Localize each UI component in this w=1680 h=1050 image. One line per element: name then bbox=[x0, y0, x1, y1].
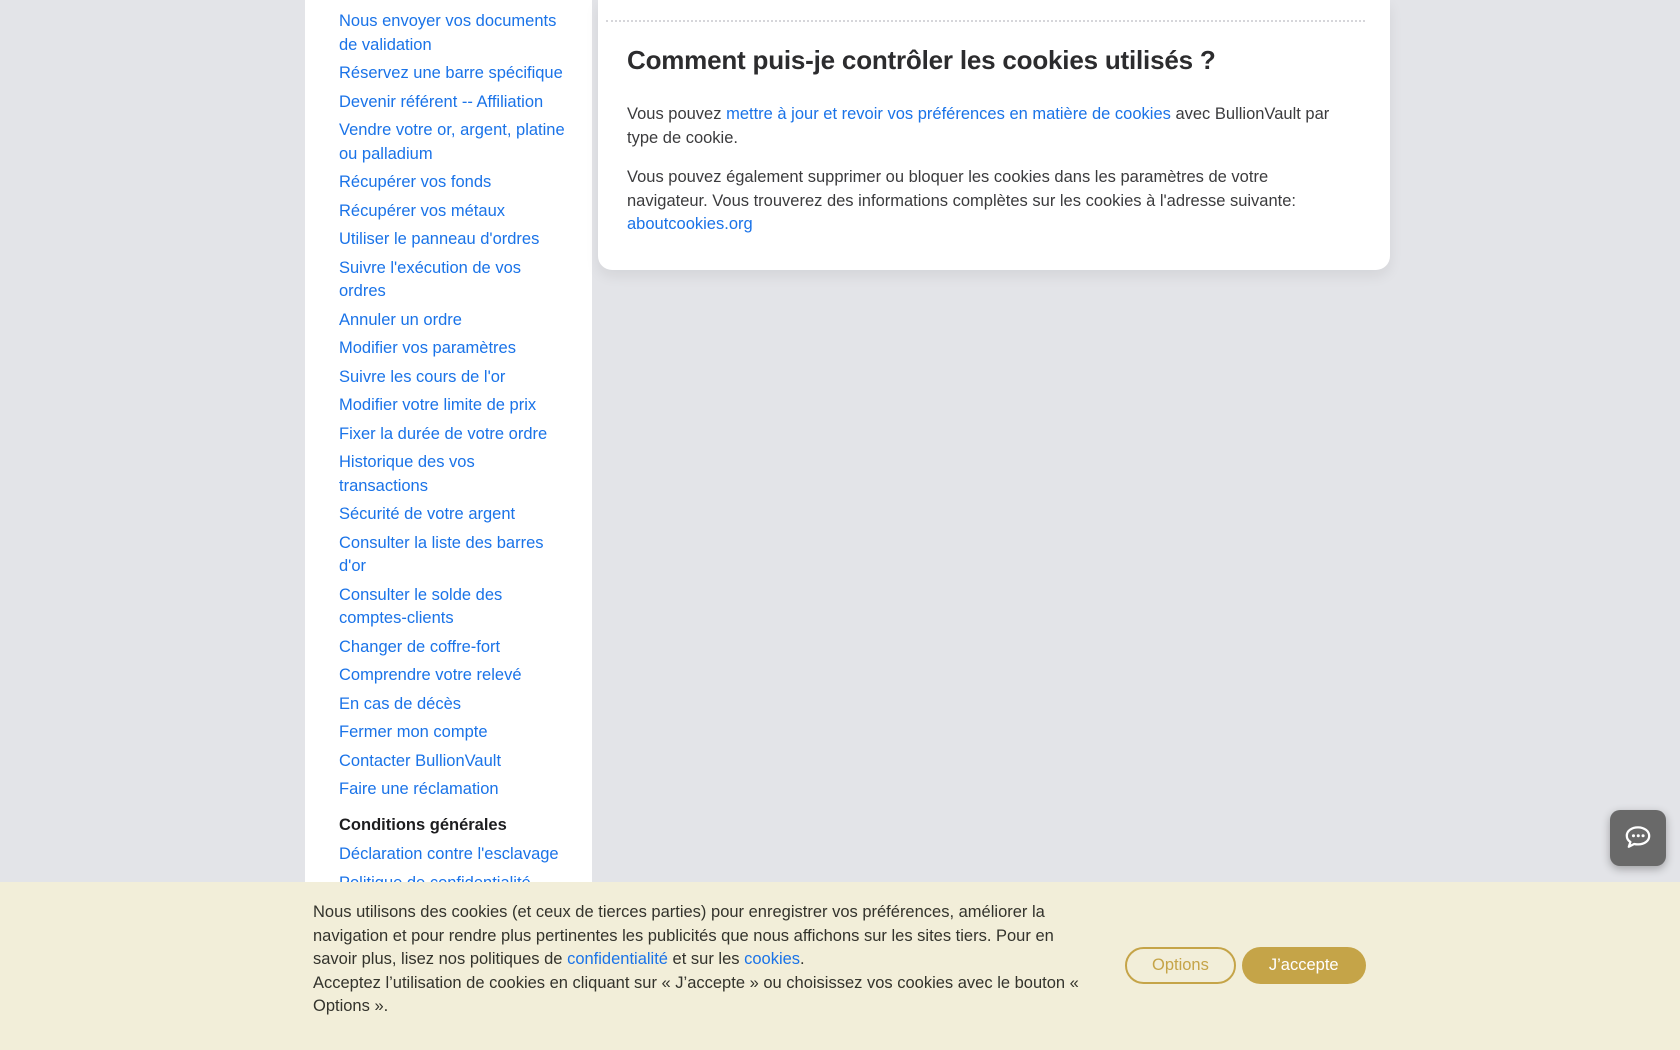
banner-line: Options ». bbox=[313, 997, 389, 1015]
sidebar-link[interactable]: Changer de coffre-fort bbox=[339, 637, 501, 656]
sidebar-link[interactable]: Annuler un ordre bbox=[339, 310, 462, 329]
banner-line3-suffix: . bbox=[800, 950, 805, 968]
cookie-banner-buttons bbox=[1125, 947, 1366, 984]
sidebar-link[interactable]: Utiliser le panneau d'ordres bbox=[339, 230, 540, 248]
cookie-banner-text bbox=[313, 901, 1079, 1019]
aboutcookies-link[interactable]: aboutcookies.org bbox=[627, 215, 753, 233]
banner-line3-mid: et sur les bbox=[667, 950, 745, 968]
sidebar-link[interactable]: Suivre l'exécution de vos ordres bbox=[339, 258, 521, 300]
sidebar-link[interactable]: Fermer mon compte bbox=[339, 723, 488, 741]
sidebar-link[interactable]: Vendre votre or, argent, platine ou palladium bbox=[339, 121, 565, 163]
sidebar-link[interactable]: Fixer la durée de votre ordre bbox=[339, 424, 548, 443]
sidebar-link[interactable]: Suivre les cours de l'or bbox=[339, 367, 506, 386]
accept-button[interactable]: J’accepte bbox=[1242, 947, 1366, 984]
cookie-preferences-link[interactable]: mettre à jour et revoir vos préférences en matière de cookies bbox=[726, 105, 1171, 123]
conditions-heading: Conditions générales bbox=[339, 815, 507, 834]
faq-card bbox=[598, 0, 1390, 270]
page-title: Comment puis-je contrôler les cookies utilisés ? bbox=[627, 45, 1216, 75]
sidebar-link[interactable]: Déclaration contre l'esclavage bbox=[339, 845, 559, 863]
banner-line: Acceptez l’utilisation de cookies en cliquant sur « J’accepte » ou choisissez vos cookies avec le bouton « bbox=[313, 973, 1079, 992]
faq-item-divider bbox=[606, 20, 1365, 22]
sidebar-link[interactable]: Consulter le solde des comptes-clients bbox=[339, 585, 503, 627]
sidebar-link[interactable]: Devenir référent -- Affiliation bbox=[339, 92, 544, 111]
sidebar-link[interactable]: Récupérer vos métaux bbox=[339, 201, 505, 220]
banner-line: navigation et pour rendre plus pertinentes les publicités que nous affichons sur les sites tiers. Pour en bbox=[313, 926, 1054, 945]
sidebar-link[interactable]: Réservez une barre spécifique bbox=[339, 64, 563, 82]
sidebar-link-list bbox=[339, 10, 566, 802]
options-button[interactable]: Options bbox=[1125, 947, 1236, 984]
paragraph-line: Vous pouvez également supprimer ou bloquer les cookies dans les paramètres de votre bbox=[627, 168, 1269, 186]
paragraph-line: navigateur. Vous trouverez des informations complètes sur les cookies à l'adresse suivante: bbox=[627, 191, 1296, 210]
sidebar-link[interactable]: Historique des vos transactions bbox=[339, 453, 475, 495]
sidebar-link[interactable]: Récupérer vos fonds bbox=[339, 173, 492, 191]
p1-suffix-text: avec BullionVault par bbox=[1170, 105, 1330, 123]
sidebar-link[interactable]: Consulter la liste des barres d'or bbox=[339, 533, 544, 575]
paragraph-cookie-preferences bbox=[627, 103, 1360, 150]
sidebar-link[interactable]: Contacter BullionVault bbox=[339, 751, 502, 770]
sidebar-link[interactable]: Comprendre votre relevé bbox=[339, 666, 522, 684]
sidebar-link[interactable]: Nous envoyer vos documents de validation bbox=[339, 12, 557, 54]
banner-line3-prefix: savoir plus, lisez nos politiques de bbox=[313, 950, 568, 968]
paragraph-line: type de cookie. bbox=[627, 128, 738, 147]
privacy-policy-link[interactable]: confidentialité bbox=[567, 950, 668, 968]
sidebar-link[interactable]: Faire une réclamation bbox=[339, 780, 499, 798]
chat-bubble-icon bbox=[1622, 822, 1654, 854]
p1-prefix-text: Vous pouvez bbox=[627, 105, 727, 123]
paragraph-browser-settings bbox=[627, 166, 1360, 237]
sidebar-link[interactable]: En cas de décès bbox=[339, 694, 461, 713]
sidebar-link[interactable]: Modifier votre limite de prix bbox=[339, 396, 537, 414]
paragraph-line bbox=[627, 213, 1360, 237]
help-sidebar bbox=[305, 0, 592, 882]
banner-line: Nous utilisons des cookies (et ceux de tierces parties) pour enregistrer vos préférences, améliorer la bbox=[313, 903, 1045, 921]
sidebar-link[interactable]: Sécurité de votre argent bbox=[339, 505, 516, 523]
paragraph-line bbox=[627, 103, 1360, 127]
cookies-policy-link[interactable]: cookies bbox=[744, 950, 801, 968]
sidebar-link[interactable]: Modifier vos paramètres bbox=[339, 339, 516, 357]
banner-line bbox=[313, 948, 1079, 972]
chat-button[interactable] bbox=[1610, 810, 1666, 866]
cookie-banner bbox=[0, 882, 1680, 1050]
